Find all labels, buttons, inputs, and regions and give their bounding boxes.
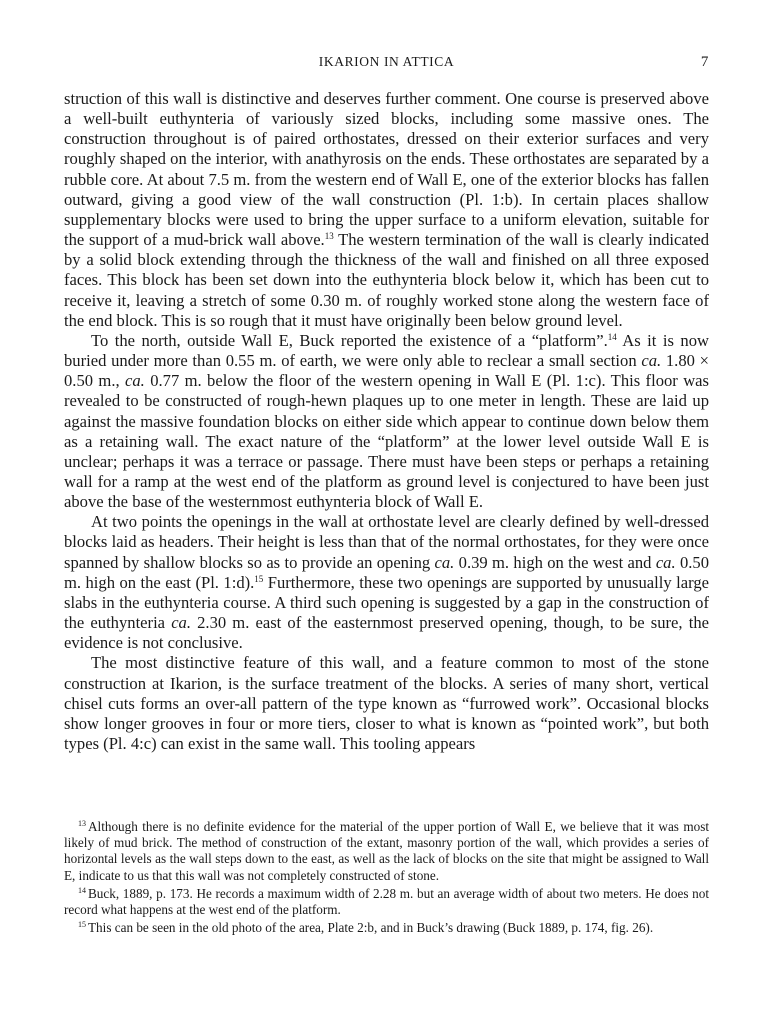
footnote-ref-15[interactable]: 15 bbox=[254, 573, 264, 584]
paragraph-openings: At two points the openings in the wall at orthostate level are clearly defined by well-dressed blocks laid as headers. Their height is less than that of the normal orthostates, for they were once spanned by shallow blocks so as to provide an opening ca. 0.39 m. high on the west and ca. 0.50 m. high on the east (Pl. 1:d).$^{15}$ Furthermore, these two openings are supported by unusually large slabs in the euthynteria course. A third such opening is suggested by a gap in the construction of the euthynteria ca. 2.30 m. east of the easternmost preserved opening, though, to be sure, the evidence is not conclusive. bbox=[64, 512, 709, 653]
footnote-ref-14[interactable]: 14 bbox=[607, 331, 617, 342]
footnote: $^{13}$ Although there is no definite evidence for the material of the upper portion of Wall E, we believe that it was most likely of mud brick. The method of construction of the extant, masonry portion of the wall, which provides a series of horizontal levels as the wall steps down to the east, as well as the lack of blocks on the site that might be assigned to Wall E, indicate to us that this wall was not completely constructed of stone. bbox=[64, 819, 709, 883]
footnote-ref-13[interactable]: 13 bbox=[324, 231, 334, 242]
footnote-number: 14 bbox=[78, 885, 86, 895]
footnote-number: 13 bbox=[78, 819, 86, 828]
running-head bbox=[64, 54, 709, 74]
page-number: 7 bbox=[700, 54, 709, 70]
paragraph-platform: To the north, outside Wall E, Buck reported the existence of a “platform”.$^{14}$ As it is now buried under more than 0.55 m. of earth, we were only able to reclear a small section ca. 1.80 × 0.50 m., ca. 0.77 m. below the floor of the western opening in Wall E (Pl. 1:c). This floor was revealed to be constructed of rough-hewn plaques up to one meter in length. These are laid up against the massive foundation blocks on either side which appear to continue down below them as a retaining wall. The exact nature of the “platform” at the lower level outside Wall E is unclear; perhaps it was a terrace or passage. There must have been steps or perhaps a retaining wall for a ramp at the west end of the platform as ground level is conjectured to have been just above the base of the westernmost euthynteria block of Wall E. bbox=[64, 330, 709, 512]
footnote: $^{14}$ Buck, 1889, p. 173. He records a maximum width of 2.28 m. but an average width of about two meters. He does not record what happens at the west end of the platform. bbox=[64, 885, 709, 918]
footnote: $^{15}$ This can be seen in the old photo of the area, Plate 2:b, and in Buck’s drawing (Buck 1889, p. 174, fig. 26). bbox=[78, 920, 654, 936]
body-text bbox=[64, 89, 709, 754]
running-title: IKARION IN ATTICA bbox=[318, 54, 455, 69]
footnotes bbox=[64, 819, 709, 936]
footnote-number: 15 bbox=[78, 920, 86, 930]
paragraph-wall-construction: struction of this wall is distinctive and deserves further comment. One course is preserved above a well-built euthynteria of variously sized blocks, including some massive ones. The construction throughout is of paired orthostates, dressed on their exterior surfaces and very roughly shaped on the interior, with anathyrosis on the ends. These orthostates are separated by a rubble core. At about 7.5 m. from the western end of Wall E, one of the exterior blocks has fallen outward, giving a good view of the wall construction (Pl. 1:b). In certain places shallow supplementary blocks were used to bring the upper surface to a uniform elevation, suitable for the support of a mud-brick wall above.$^{13}$ The western termination of the wall is clearly indicated by a solid block extending through the thickness of the wall and finished on all three exposed faces. This block has been set down into the euthynteria block below it, which has been cut to receive it, leaving a stretch of some 0.30 m. of roughly worked stone along the western face of the end block. This is so rough that it must have originally been below ground level. bbox=[64, 89, 710, 330]
paragraph-surface-treatment: The most distinctive feature of this wall, and a feature common to most of the stone construction at Ikarion, is the surface treatment of the blocks. A series of many short, vertical chisel cuts forms an over-all pattern of the type known as “furrowed work”. Occasional blocks show longer grooves in four or more tiers, closer to what is known as “pointed work”, but both types (Pl. 4:c) can exist in the same wall. This tooling appears bbox=[64, 653, 709, 753]
